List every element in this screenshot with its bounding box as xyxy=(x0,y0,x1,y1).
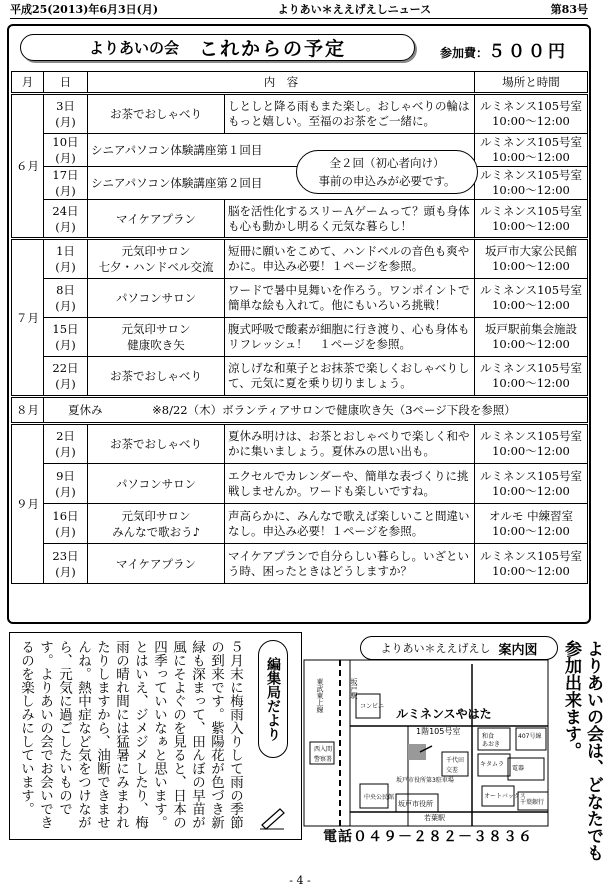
map-label-washoku: 和食 xyxy=(482,733,495,740)
table-row xyxy=(12,200,588,239)
place-time: 10:00～12:00 xyxy=(492,444,570,458)
editorial-body: ５月末に梅雨入りして雨の季節の到来です。紫陽花が色づき新緑も深まって、田んぼの早苗が風にそよぐのを見ると、日本の四季っていいなぁと思います。とはいえ、ジメジメしたり、梅雨の晴れ間には猛暑にみまわれたりしますから、油断できませんね。熱中症など気をつけながら、元気に過ごしたいものです。よりあいの会でお会いできるのを楽しみにしています。 xyxy=(18,640,243,829)
col-day: 日 xyxy=(44,72,88,94)
row-event: お茶でおしゃべり xyxy=(88,94,225,134)
month-august: ８月 xyxy=(12,397,44,424)
col-month: 月 xyxy=(12,72,44,94)
place-name: ルミネンス105号室 xyxy=(479,203,583,218)
fee-value: ５００円 xyxy=(488,42,569,62)
row-place xyxy=(475,200,588,239)
table-row xyxy=(12,279,588,318)
row-event: お茶でおしゃべり xyxy=(88,357,225,397)
map-label-police: 西入間 xyxy=(314,746,333,753)
row-desc: エクセルでカレンダーや、簡単な表づくりに挑戦しませんか。ワードも楽しいですね。 xyxy=(225,464,475,504)
fee-label: 参加費： xyxy=(440,46,489,60)
map-label-denki: 電器 xyxy=(512,765,525,772)
row-place xyxy=(475,239,588,279)
map-label-cityhall: 坂戸市役所 xyxy=(398,800,433,808)
schedule-heading: これからの予定 xyxy=(199,38,347,60)
row-day: 2日(月) xyxy=(44,424,88,464)
row-day: 8日(月) xyxy=(44,279,88,318)
map-label-parking: 坂戸市役所第3駐車場 xyxy=(396,777,454,784)
page-number: - 4 - xyxy=(289,874,311,887)
event-line1: 元気印サロン xyxy=(121,508,191,523)
map-room: 1階105号室 xyxy=(416,727,461,736)
map-label-aoki: あおき xyxy=(482,741,501,748)
place-time: 10:00～12:00 xyxy=(492,337,570,351)
row-place xyxy=(475,318,588,357)
row-place xyxy=(475,279,588,318)
row-day: 17日(月) xyxy=(44,167,88,200)
row-desc: 涼しげな和菓子とお抹茶で楽しくおしゃべりして、元気に夏を乗り切りましょう。 xyxy=(225,357,475,397)
phone-number: 電話０４９－２８２－３８３６ xyxy=(323,829,533,845)
row-place xyxy=(475,424,588,464)
month-june: ６月 xyxy=(12,94,44,239)
table-row xyxy=(12,239,588,279)
fee xyxy=(440,37,568,62)
august-text: 夏休み xyxy=(68,403,103,417)
place-time: 10:00～12:00 xyxy=(492,523,570,538)
august-row xyxy=(12,397,588,424)
table-row xyxy=(12,504,588,544)
place-time: 10:00～12:00 xyxy=(492,298,570,312)
row-desc: マイケアプランで自分らしい暮らし。いざという時、困ったときはどうしますか？ xyxy=(225,544,475,584)
row-day: 16日(月) xyxy=(44,504,88,544)
place-name: オルモ 中練習室 xyxy=(488,508,574,523)
place-time: 10:00～12:00 xyxy=(492,114,570,128)
newsletter-title: よりあい＊ええげえしニュース xyxy=(277,3,432,16)
row-event: マイケアプラン xyxy=(88,200,225,239)
event-line2: 健康吹き矢 xyxy=(127,338,185,352)
row-event xyxy=(88,239,225,279)
pc-note-line1: 全２回（初心者向け） xyxy=(329,156,445,170)
event-line1: 元気印サロン xyxy=(121,322,191,336)
place-name: ルミネンス105号室 xyxy=(479,99,583,113)
location-map xyxy=(300,634,553,828)
map-label-station: 坂戸駅 xyxy=(350,678,358,699)
pc-note-line2: 事前の申込みが必要です。 xyxy=(318,174,456,188)
place-time: 10:00～12:00 xyxy=(492,183,570,197)
row-place xyxy=(475,544,588,584)
place-name: 坂戸市大家公民館 xyxy=(485,244,577,258)
place-name: ルミネンス105号室 xyxy=(479,429,583,443)
place-time: 10:00～12:00 xyxy=(492,563,570,578)
schedule-table xyxy=(11,71,588,584)
row-event: パソコンサロン xyxy=(88,464,225,504)
row-place xyxy=(475,357,588,397)
place-time: 10:00～12:00 xyxy=(492,218,570,233)
issue-number: 第83号 xyxy=(550,3,588,16)
row-day: 9日(月) xyxy=(44,464,88,504)
row-day: 15日(月) xyxy=(44,318,88,357)
map-label-kosa: 交差 xyxy=(446,767,459,774)
row-event xyxy=(88,504,225,544)
table-row xyxy=(12,464,588,504)
row-event: マイケアプラン xyxy=(88,544,225,584)
col-place: 場所と時間 xyxy=(475,72,588,94)
row-desc: ワードで暑中見舞いを作ろう。ワンポイントで簡単な絵も入れて。他にもいろいろ挑戦！ xyxy=(225,279,475,318)
side-note: よりあいの会は、どなたでも参加出来ます。 xyxy=(561,640,603,861)
row-event: シニアパソコン体験講座第２回目 xyxy=(88,167,475,200)
row-desc: 夏休み明けは、お茶とおしゃべりで楽しく和やかに集いましょう。夏休みの思い出も。 xyxy=(225,424,475,464)
map-label-police2: 警察署 xyxy=(314,756,333,763)
row-place xyxy=(475,94,588,134)
place-name: 坂戸駅前集会施設 xyxy=(485,322,577,336)
month-july: ７月 xyxy=(12,239,44,397)
table-row xyxy=(12,357,588,397)
row-desc: 声高らかに、みんなで歌えば楽しいこと間違いなし。申込み必要！１ページを参照。 xyxy=(225,504,475,544)
place-time: 10:00～12:00 xyxy=(492,259,570,273)
map-label-line: 東武東上線 xyxy=(316,678,324,713)
row-day: 10日(月) xyxy=(44,134,88,167)
pen-icon xyxy=(258,805,288,831)
row-event: お茶でおしゃべり xyxy=(88,424,225,464)
map-label-kitamura: キタムラ xyxy=(480,761,504,768)
row-desc: しとしと降る雨もまた楽し。おしゃべりの輪はもっと嬉しい。至福のお茶をご一緒に。 xyxy=(225,94,475,134)
issue-date: 平成25(2013)年6月3日(月) xyxy=(10,3,159,16)
row-place xyxy=(475,464,588,504)
row-day: 24日(月) xyxy=(44,200,88,239)
map-label-autobacs: オートバックス xyxy=(484,793,526,800)
place-name: ルミネンス105号室 xyxy=(479,135,583,149)
map-label-kominkan: 中央公民館 xyxy=(364,794,395,801)
place-time: 10:00～12:00 xyxy=(492,483,570,498)
place-name: ルミネンス105号室 xyxy=(479,361,583,375)
row-day: 22日(月) xyxy=(44,357,88,397)
col-content: 内 容 xyxy=(88,72,475,94)
event-line2: 七夕・ハンドベル交流 xyxy=(98,260,214,274)
month-september: ９月 xyxy=(12,424,44,584)
row-day: 3日(月) xyxy=(44,94,88,134)
table-header-row xyxy=(12,72,588,94)
place-time: 10:00～12:00 xyxy=(492,376,570,390)
place-time: 10:00～12:00 xyxy=(492,150,570,164)
org-name: よりあいの会 xyxy=(88,39,179,57)
place-name: ルミネンス105号室 xyxy=(479,168,583,182)
row-event: パソコンサロン xyxy=(88,279,225,318)
row-desc: 脳を活性化するスリーＡゲームって？頭も身体も心も動かし明るく元気な暮らし！ xyxy=(225,200,475,239)
row-day: 23日(月) xyxy=(44,544,88,584)
row-event xyxy=(88,318,225,357)
building-marker xyxy=(408,744,426,760)
row-desc: 短冊に願いをこめて、ハンドベルの音色も爽やかに。申込み必要！１ページを参照。 xyxy=(225,239,475,279)
place-name: ルミネンス105号室 xyxy=(479,468,583,483)
pc-course-note xyxy=(296,150,478,194)
table-row xyxy=(12,318,588,357)
august-content xyxy=(44,397,588,424)
event-line1: 元気印サロン xyxy=(121,244,191,258)
map-title-small: よりあい＊ええげえし xyxy=(380,642,491,655)
table-row xyxy=(12,544,588,584)
map-label-wakaba: 若葉駅 xyxy=(424,814,445,822)
page-header xyxy=(10,3,588,19)
map-label-chiyoda: 千代田 xyxy=(446,757,465,764)
table-row xyxy=(12,424,588,464)
map-label-conveni: コンビニ xyxy=(360,703,385,710)
table-row xyxy=(12,94,588,134)
row-place xyxy=(475,167,588,200)
map-label-bank: 千葉銀行 xyxy=(520,799,545,806)
map-title-main: 案内図 xyxy=(498,642,538,658)
map-building-name: ルミネンスやはた xyxy=(396,707,492,721)
place-name: ルミネンス105号室 xyxy=(479,548,583,563)
row-place xyxy=(475,134,588,167)
row-place xyxy=(475,504,588,544)
august-note: ※8/22（木）ボランティアサロンで健康吹き矢（3ページ下段を参照） xyxy=(152,403,516,417)
row-desc: 腹式呼吸で酸素が細胞に行き渡り、心も身体もリフレッシュ！ １ページを参照。 xyxy=(225,318,475,357)
editorial-title: 編集局だより xyxy=(258,640,288,758)
event-line2: みんなで歌おう♪ xyxy=(112,524,200,539)
row-day: 1日(月) xyxy=(44,239,88,279)
schedule-banner xyxy=(20,34,415,61)
map-label-route: 407号線 xyxy=(518,733,542,740)
place-name: ルミネンス105号室 xyxy=(479,283,583,297)
map-title xyxy=(360,636,558,660)
row-event: シニアパソコン体験講座第１回目 xyxy=(88,134,475,167)
